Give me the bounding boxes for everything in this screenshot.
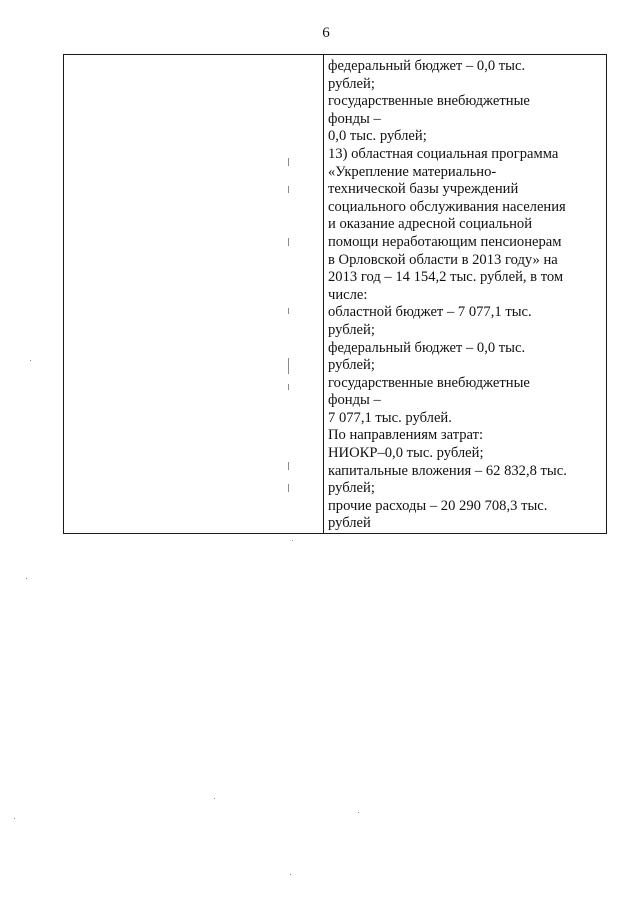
scan-mark — [288, 186, 289, 193]
text-line: государственные внебюджетные — [328, 374, 530, 391]
scan-mark — [30, 360, 31, 361]
text-line: рублей; — [328, 480, 375, 497]
text-line: помощи неработающим пенсионерам — [328, 233, 562, 250]
scan-mark — [288, 158, 289, 166]
text-line: фонды – — [328, 110, 381, 127]
scan-mark — [358, 812, 359, 813]
text-line: социального обслуживания населения — [328, 198, 566, 215]
scan-mark — [26, 578, 27, 579]
text-line: в Орловской области в 2013 году» на — [328, 251, 558, 268]
text-line: 0,0 тыс. рублей; — [328, 128, 427, 145]
text-line: и оказание адресной социальной — [328, 216, 533, 233]
table-row — [64, 55, 607, 534]
scan-mark — [288, 238, 289, 246]
scan-mark — [288, 358, 289, 374]
text-line: федеральный бюджет – 0,0 тыс. — [328, 58, 526, 74]
scan-mark — [288, 462, 289, 470]
text-line: НИОКР–0,0 тыс. рублей; — [328, 445, 484, 462]
text-line: капитальные вложения – 62 832,8 тыс. — [328, 462, 567, 479]
text-line: рублей — [328, 515, 371, 532]
scan-mark — [288, 484, 289, 492]
text-line: рублей; — [328, 321, 375, 338]
scan-mark — [290, 874, 291, 875]
left-cell-text — [64, 55, 323, 58]
page-number: 6 — [322, 25, 330, 41]
scan-mark — [288, 384, 289, 390]
scan-mark — [214, 798, 215, 799]
scan-mark — [288, 308, 289, 314]
text-line: фонды – — [328, 392, 381, 409]
text-line: 2013 год – 14 154,2 тыс. рублей, в том — [328, 269, 564, 286]
scan-mark — [14, 818, 15, 819]
text-line: федеральный бюджет – 0,0 тыс. — [328, 339, 526, 356]
right-cell — [324, 55, 607, 534]
right-cell-text — [324, 55, 606, 533]
left-cell — [64, 55, 324, 534]
scan-mark — [292, 540, 293, 541]
text-line: государственные внебюджетные — [328, 93, 530, 110]
text-line: По направлениям затрат: — [328, 427, 484, 444]
text-line: областной бюджет – 7 077,1 тыс. — [328, 304, 532, 321]
text-line: 7 077,1 тыс. рублей. — [328, 409, 452, 426]
document-table — [63, 54, 607, 534]
text-line: рублей; — [328, 357, 375, 374]
text-line: технической базы учреждений — [328, 181, 519, 198]
text-line: «Укрепление материально- — [328, 163, 497, 180]
text-line: рублей; — [328, 75, 375, 92]
text-line: числе: — [328, 286, 368, 303]
text-line: 13) областная социальная программа — [328, 145, 559, 162]
text-line: прочие расходы – 20 290 708,3 тыс. — [328, 497, 548, 514]
